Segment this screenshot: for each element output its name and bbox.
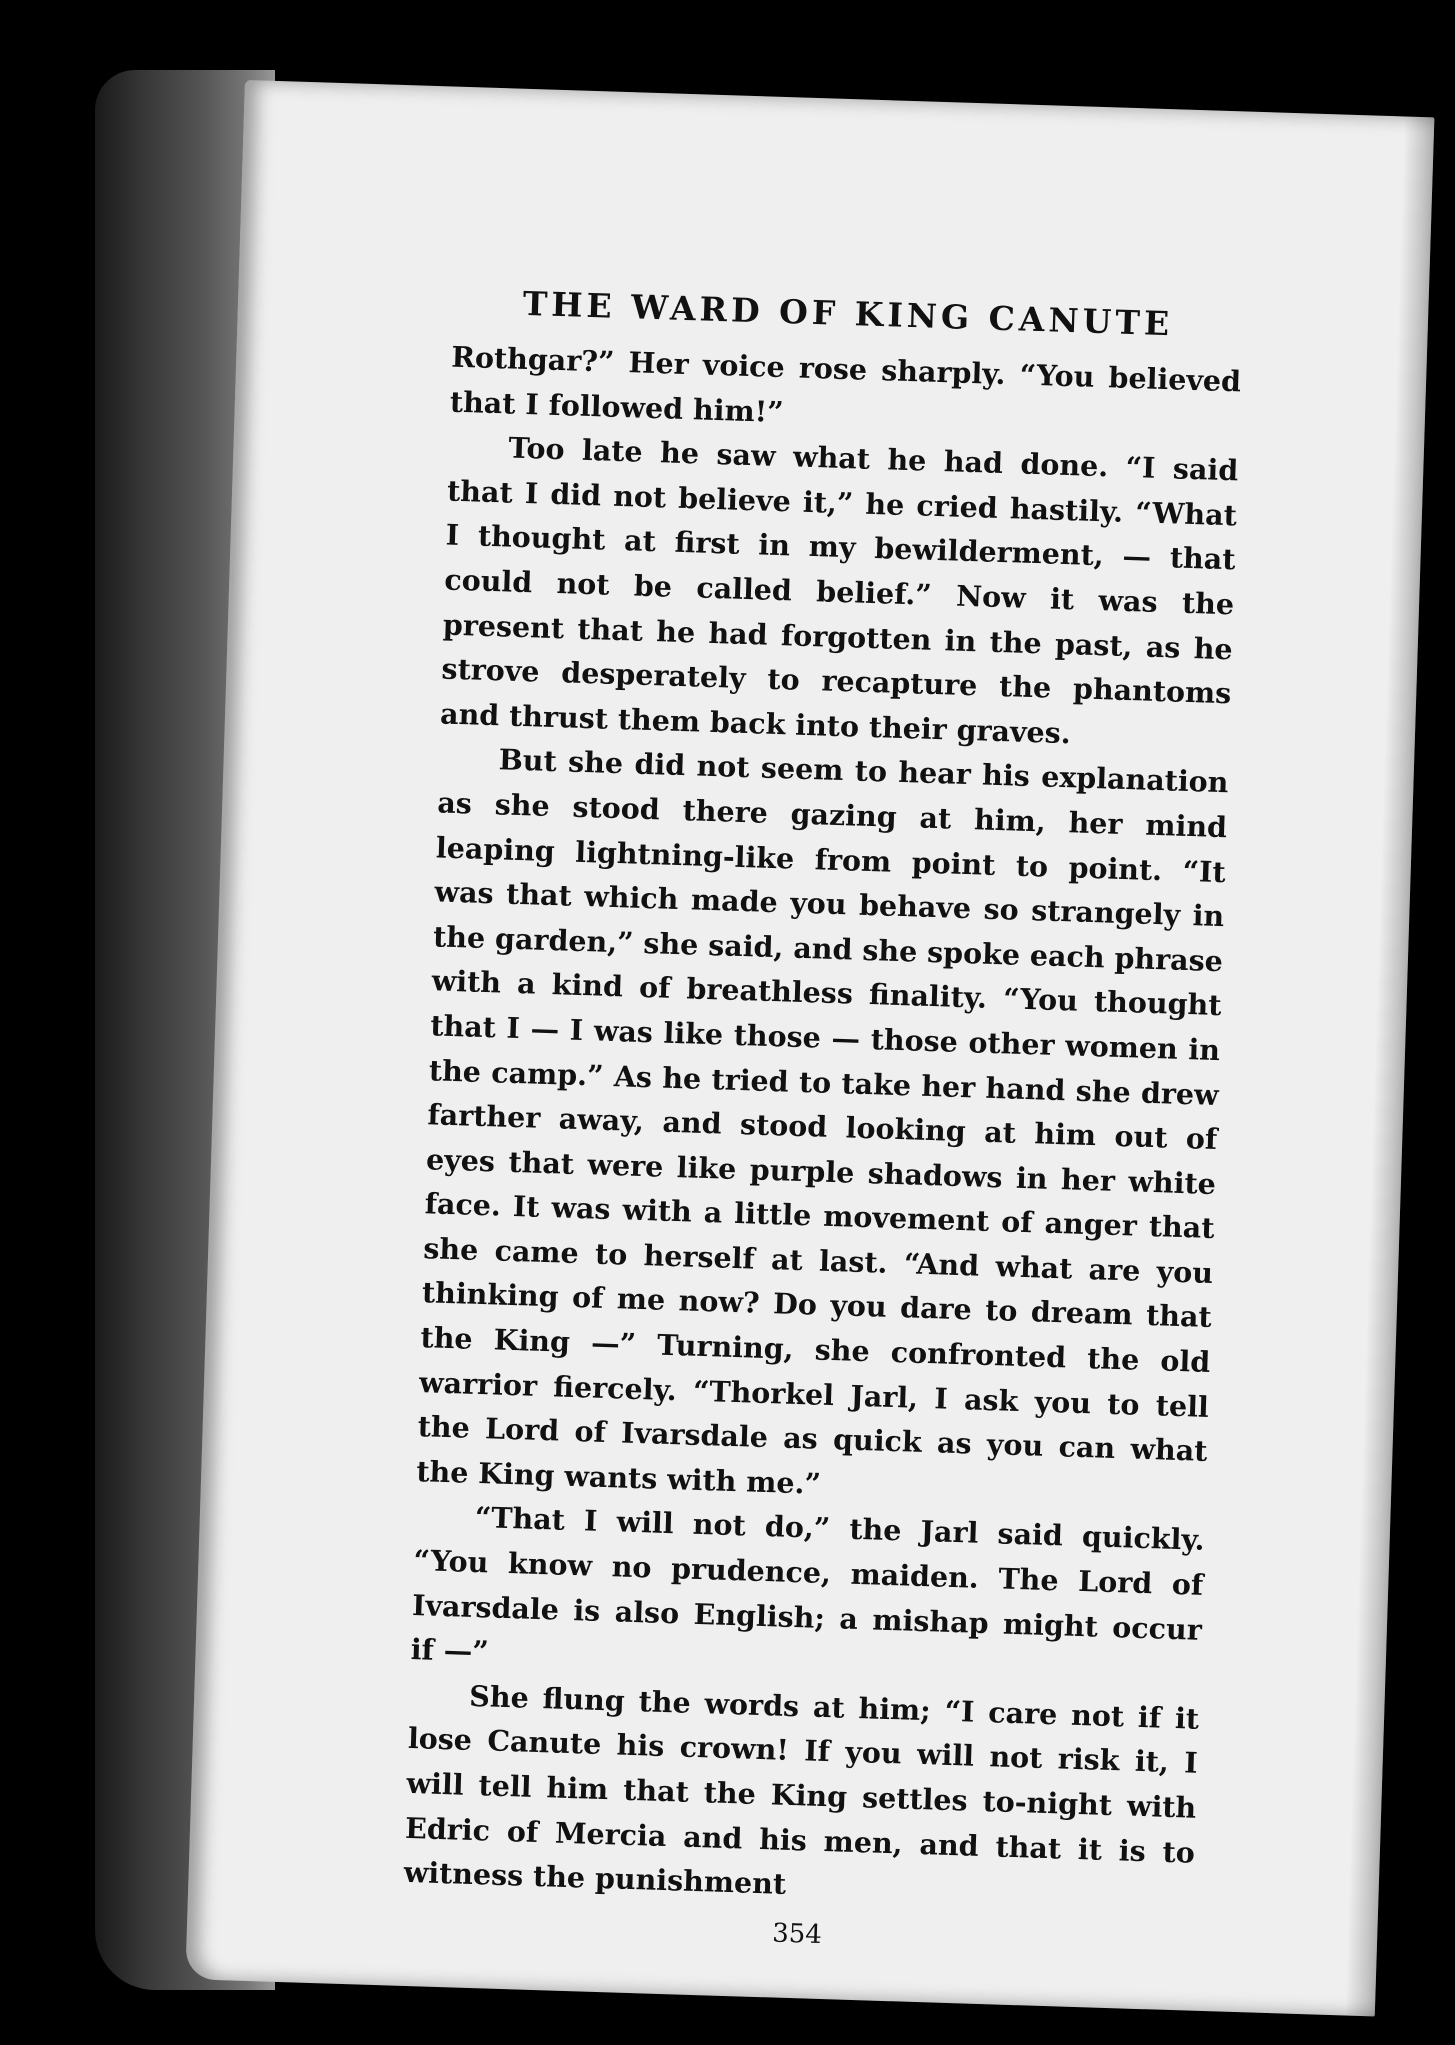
paragraph: But she did not seem to hear his explanation as she stood there gazing at him, her mind leaping lightning-like from point to point. “It was that which made you behave so strangely in the garden,” she said, and she spoke each phrase with a kind of breathless finality. “You thought that I — I was like those — those other women in the camp.” As he tried to take her hand she drew farther away, and stood looking at him out of eyes that were like purple shadows in her white face. It was with a little movement of anger that she came to herself at last. “And what are you thinking of me now? Do you dare to dream that the King —” Turning, she confronted the old warrior fiercely. “Thorkel Jarl, I ask you to tell the Lord of Ivarsdale as quick as you can what the King wants with me.” <box>415 742 1229 1501</box>
text-block <box>402 282 1244 1962</box>
paragraph: Rothgar?” Her voice rose sharply. “You believed that I followed him!” <box>449 339 1242 429</box>
paragraph: She flung the words at him; “I care not if it lose Canute his crown! If you will not risk it, I will tell him that the King settles to-night with Edric of Mercia and his men, and that it is to witness the punishment <box>403 1678 1200 1902</box>
book-page <box>185 80 1434 2016</box>
running-head: THE WARD OF KING CANUTE <box>522 283 1174 344</box>
paragraph: “That I will not do,” the Jarl said quickly. “You know no prudence, maiden. The Lord of Ivarsdale is also English; a mishap might occur if —” <box>410 1500 1206 1669</box>
page-gutter-shadow <box>1345 116 1435 2016</box>
paragraph: Too late he saw what he had done. “I said that I did not believe it,” he cried hastily. “What I thought at first in my bewilderment, — that could not be called belief.” Now it was the present that he had forgotten in the past, as he strove desperately to recapture the phantoms and thrust them back into their graves. <box>439 430 1239 750</box>
page-number: 354 <box>771 1918 823 1950</box>
